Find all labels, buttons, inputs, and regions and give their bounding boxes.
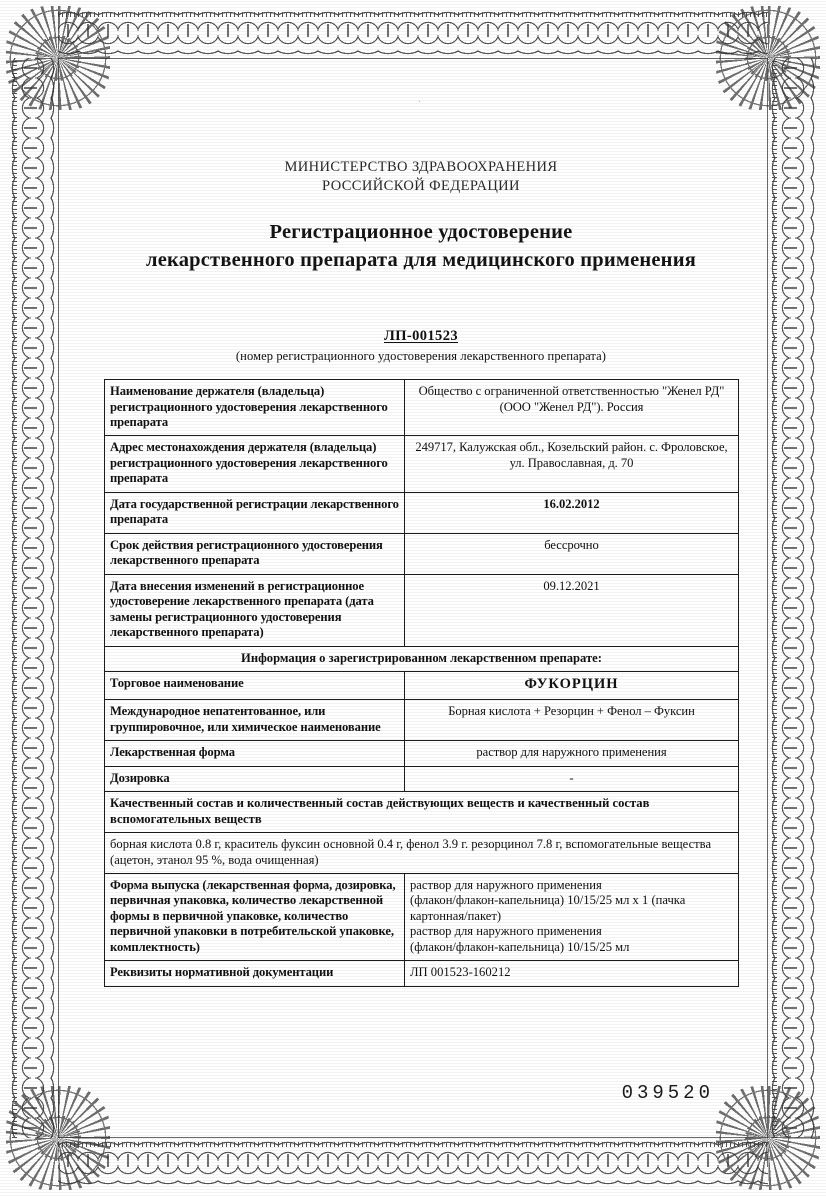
trade-name-label: Торговое наименование — [105, 672, 405, 700]
table-row-amendment-date — [105, 574, 739, 646]
dosage-form-label: Лекарственная форма — [105, 741, 405, 766]
holder-label: Наименование держателя (владельца) регистрационного удостоверения лекарственного препарата — [105, 380, 405, 436]
registration-number: ЛП-001523 — [383, 328, 458, 345]
address-label: Адрес местонахождения держателя (владельца) регистрационного удостоверения лекарственного препарата — [105, 436, 405, 492]
corner-rosette-bottom-left — [6, 1086, 110, 1190]
table-row-validity — [105, 533, 739, 574]
inn-label: Международное непатентованное, или группировочное, или химическое наименование — [105, 700, 405, 741]
ministry-line-1: МИНИСТЕРСТВО ЗДРАВООХРАНЕНИЯ — [284, 159, 558, 175]
certificate-sheet — [104, 0, 738, 1196]
dosage-form-value: раствор для наружного применения — [405, 741, 739, 766]
package-value-line-2: (флакон/флакон-капельница) 10/15/25 мл х 1 (пачка картонная/пакет) — [410, 893, 686, 923]
registration-date-label: Дата государственной регистрации лекарственного препарата — [105, 492, 405, 533]
ministry-heading — [104, 158, 738, 195]
section-header: Информация о зарегистрированном лекарственном препарате: — [105, 646, 739, 671]
table-row-composition-value — [105, 833, 739, 874]
page-title-line-1: Регистрационное удостоверение — [269, 221, 573, 244]
strength-label: Дозировка — [105, 766, 405, 791]
validity-label: Срок действия регистрационного удостоверения лекарственного препарата — [105, 533, 405, 574]
registration-number-block — [104, 328, 738, 364]
registration-details-table — [104, 379, 739, 987]
holder-value: Общество с ограниченной ответственностью "Женел РД" (ООО "Женел РД"). Россия — [405, 380, 739, 436]
address-value: 249717, Калужская обл., Козельский район. с. Фроловское, ул. Православная, д. 70 — [405, 436, 739, 492]
serial-number: 039520 — [621, 1082, 714, 1104]
page-title-line-2: лекарственного препарата для медицинского применения — [146, 248, 696, 271]
table-row-composition-label — [105, 792, 739, 833]
normative-label: Реквизиты нормативной документации — [105, 961, 405, 986]
table-row-dosage-form — [105, 741, 739, 766]
table-row-registration-date — [105, 492, 739, 533]
package-value — [405, 874, 739, 961]
composition-value: борная кислота 0.8 г, краситель фуксин основной 0.4 г, фенол 3.9 г. резорцинол 7.8 г, вспомогательные вещества (ацетон, этанол 95 %, вода очищенная) — [105, 833, 739, 874]
trade-name-value: ФУКОРЦИН — [405, 672, 739, 700]
border-rail-left — [58, 58, 59, 1138]
normative-value: ЛП 001523-160212 — [405, 961, 739, 986]
package-value-line-3: раствор для наружного применения — [410, 924, 602, 939]
corner-rosette-top-left — [6, 6, 110, 110]
table-row-normative — [105, 961, 739, 986]
package-value-line-1: раствор для наружного применения — [410, 878, 602, 892]
registration-date-value: 16.02.2012 — [405, 492, 739, 533]
table-row-section-header — [105, 646, 739, 671]
amendment-date-value: 09.12.2021 — [405, 574, 739, 646]
composition-label: Качественный состав и количественный состав действующих веществ и качественный состав вспомогательных веществ — [105, 792, 739, 833]
table-row-inn — [105, 700, 739, 741]
border-rail-right — [767, 58, 768, 1138]
table-row-strength — [105, 766, 739, 791]
table-row-address — [105, 436, 739, 492]
inn-value: Борная кислота + Резорцин + Фенол – Фуксин — [405, 700, 739, 741]
validity-value: бессрочно — [405, 533, 739, 574]
page-title — [104, 219, 738, 274]
ministry-line-2: РОССИЙСКОЙ ФЕДЕРАЦИИ — [322, 177, 520, 194]
registration-number-caption: (номер регистрационного удостоверения лекарственного препарата) — [235, 349, 607, 364]
border-band-left — [10, 58, 56, 1138]
table-row-trade-name — [105, 672, 739, 700]
strength-value: - — [405, 766, 739, 791]
table-row-package — [105, 874, 739, 961]
state-emblem-watermark: · — [417, 96, 425, 108]
package-label: Форма выпуска (лекарственная форма, дозировка, первичная упаковка, количество лекарственной формы в первичной упаковке, количество первичной упаковки в потребительской упаковке, комплектность) — [105, 874, 405, 961]
border-band-right — [770, 58, 816, 1138]
amendment-date-label: Дата внесения изменений в регистрационное удостоверение лекарственного препарата (дата замены регистрационного удостоверения лекарственного препарата) — [105, 574, 405, 646]
package-value-line-4: (флакон/флакон-капельница) 10/15/25 мл — [410, 939, 630, 954]
table-row-holder — [105, 380, 739, 436]
